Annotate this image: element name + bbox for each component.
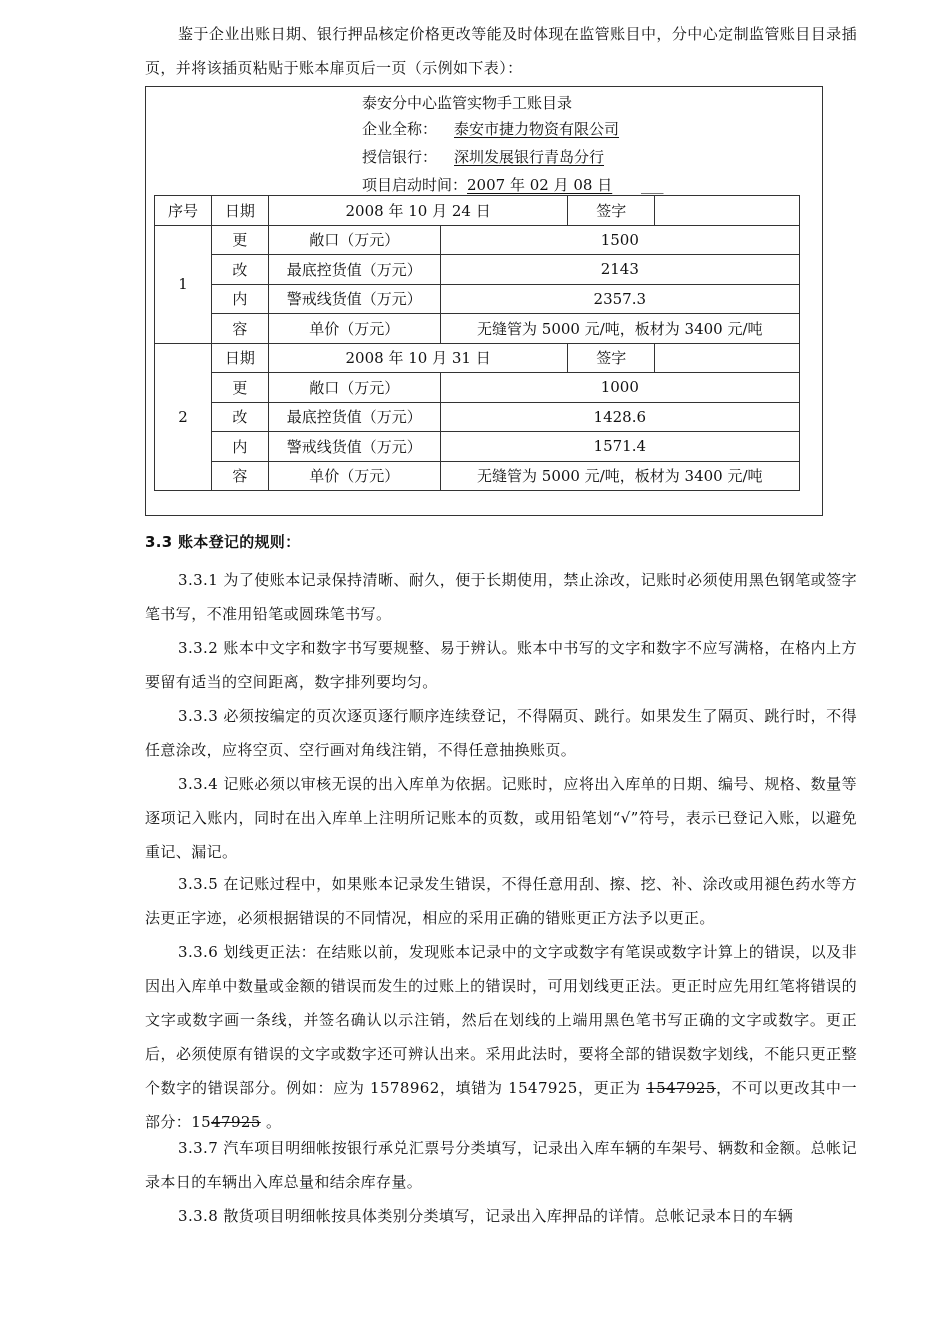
- start-value: 2007 年 02 月 08 日: [467, 176, 613, 194]
- row1-date: 2008 年 10 月 24 日: [268, 196, 568, 226]
- header-seq: 序号: [155, 196, 212, 226]
- item-label: 最底控货值（万元）: [268, 402, 440, 432]
- catalog-title: 泰安分中心监管实物手工账目录: [362, 94, 573, 112]
- section-heading: 3.3 账本登记的规则：: [145, 533, 301, 551]
- bank-value: 深圳发展银行青岛分行: [454, 148, 605, 166]
- item-value: 无缝管为 5000 元/吨，板材为 3400 元/吨: [440, 461, 799, 491]
- row2-date: 2008 年 10 月 31 日: [268, 343, 568, 373]
- company-line: [362, 118, 619, 139]
- item-value: 1000: [440, 373, 799, 403]
- table-row: [155, 402, 800, 432]
- item-value: 2357.3: [440, 284, 799, 314]
- date-label: 日期: [211, 343, 268, 373]
- item-label: 警戒线货值（万元）: [268, 432, 440, 462]
- table-row: [155, 314, 800, 344]
- sign-cell: [655, 196, 800, 226]
- table-row: [155, 225, 800, 255]
- change-char: 内: [211, 432, 268, 462]
- rule-paragraph-7: 3.3.7 汽车项目明细帐按银行承兑汇票号分类填写，记录出入库车辆的车架号、辆数和金额。总帐记录本日的车辆出入库总量和结余库存量。: [145, 1139, 857, 1191]
- company-label: 企业全称：: [362, 120, 438, 138]
- item-value: 1500: [440, 225, 799, 255]
- p6-struck-partial: 47925: [211, 1113, 261, 1131]
- change-char: 容: [211, 461, 268, 491]
- table-row: [155, 373, 800, 403]
- change-char: 改: [211, 402, 268, 432]
- header-date-label: 日期: [211, 196, 268, 226]
- item-value: 1571.4: [440, 432, 799, 462]
- change-char: 内: [211, 284, 268, 314]
- p6-main-text: 3.3.6 划线更正法：在结账以前，发现账本记录中的文字或数字有笔误或数字计算上的错误，以及非因出入库单中数量或金额的错误而发生的过账上的错误时，可用划线更正法。更正时应先用红笔将错误的文字或数字画一条线，并签名确认以示注销，然后在划线的上端用黑色笔书写正确的文字或数字。更正后，必须使原有错误的文字或数字还可辨认出来。采用此法时，要将全部的错误数字划线，不能只更正整个数字的错误部分。例如：应为 1578962，填错为 1547925，更正为: [145, 943, 857, 1097]
- rule-paragraph-8: 3.3.8 散货项目明细帐按具体类别分类填写，记录出入库押品的详情。总帐记录本日的车辆: [178, 1207, 794, 1225]
- rule-paragraph-6: [145, 935, 857, 1139]
- change-char: 更: [211, 373, 268, 403]
- ledger-catalog-box: [145, 86, 823, 516]
- table-row: [155, 284, 800, 314]
- rule-paragraph-2: 3.3.2 账本中文字和数字书写要规整、易于辨认。账本中书写的文字和数字不应写满格，在格内上方要留有适当的空间距离，数字排列要均匀。: [145, 639, 857, 691]
- item-value: 2143: [440, 255, 799, 285]
- table-header-row: [155, 196, 800, 226]
- rule-paragraph-3: 3.3.3 必须按编定的页次逐页逐行顺序连续登记，不得隔页、跳行。如果发生了隔页、跳行时，不得任意涂改，应将空页、空行画对角线注销，不得任意抽换账页。: [145, 707, 857, 759]
- row2-seq: 2: [155, 343, 212, 491]
- bank-label: 授信银行：: [362, 148, 438, 166]
- item-label: 单价（万元）: [268, 461, 440, 491]
- change-record-table: [154, 195, 800, 491]
- rule-paragraph-1: 3.3.1 为了使账本记录保持清晰、耐久，便于长期使用，禁止涂改，记账时必须使用黑色钢笔或签字笔书写，不准用铅笔或圆珠笔书写。: [145, 571, 857, 623]
- item-label: 敞口（万元）: [268, 225, 440, 255]
- p6-mid-text: ，不可以更改其中一部分：15: [145, 1079, 857, 1131]
- rule-paragraph-4: 3.3.4 记账必须以审核无误的出入库单为依据。记账时，应将出入库单的日期、编号、规格、数量等逐项记入账内，同时在出入库单上注明所记账本的页数，或用铅笔划“√”符号，表示已登记入账，以避免重记、漏记。: [145, 775, 857, 861]
- item-label: 敞口（万元）: [268, 373, 440, 403]
- change-char: 容: [211, 314, 268, 344]
- table-row: [155, 343, 800, 373]
- p6-struck-number: 1547925: [646, 1079, 716, 1097]
- start-line: [362, 174, 664, 195]
- sign-cell: [655, 343, 800, 373]
- item-label: 警戒线货值（万元）: [268, 284, 440, 314]
- row1-seq: 1: [155, 225, 212, 343]
- start-suffix: ___: [641, 176, 664, 194]
- p6-end-text: 。: [260, 1113, 282, 1131]
- change-char: 更: [211, 225, 268, 255]
- header-sign-label: 签字: [568, 196, 655, 226]
- intro-paragraph: 鉴于企业出账日期、银行押品核定价格更改等能及时体现在监管账目中，分中心定制监管账目目录插页，并将该插页粘贴于账本扉页后一页（示例如下表）：: [145, 25, 857, 77]
- sign-label: 签字: [568, 343, 655, 373]
- table-row: [155, 255, 800, 285]
- item-label: 最底控货值（万元）: [268, 255, 440, 285]
- table-row: [155, 432, 800, 462]
- table-row: [155, 461, 800, 491]
- rule-paragraph-5: 3.3.5 在记账过程中，如果账本记录发生错误，不得任意用刮、擦、挖、补、涂改或用褪色药水等方法更正字迹，必须根据错误的不同情况，相应的采用正确的错账更正方法予以更正。: [145, 875, 857, 927]
- item-label: 单价（万元）: [268, 314, 440, 344]
- bank-line: [362, 146, 604, 167]
- start-label: 项目启动时间：: [362, 176, 468, 194]
- item-value: 无缝管为 5000 元/吨，板材为 3400 元/吨: [440, 314, 799, 344]
- company-value: 泰安市捷力物资有限公司: [454, 120, 620, 138]
- change-char: 改: [211, 255, 268, 285]
- item-value: 1428.6: [440, 402, 799, 432]
